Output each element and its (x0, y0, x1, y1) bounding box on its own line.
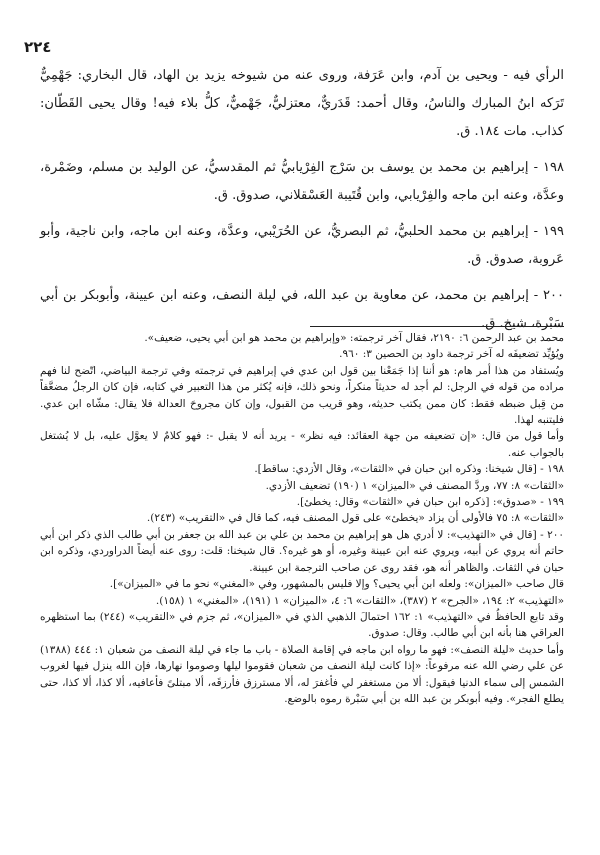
entry-199: ١٩٩ - إبراهيم بن محمد الحلبيُّ، ثم البصريُّ، عن الحُرَيْبي، وعدَّة، وعنه ابن ماجه، وابن ناجية، وأبو عَروبة، صدوق. ق. (40, 224, 564, 267)
page-number: ٢٢٤ (24, 38, 52, 56)
footnote-198: ١٩٨ - [قال شيخنا: وذكره ابن حبان في «الثقات»، وقال الأزدي: ساقط]. (254, 463, 564, 476)
footnote-line: قال صاحب «الميزان»: ولعله ابن أبي يحيى؟ وإلا فليس بالمشهور، وفي «المغني» نحو ما في «الميزان»]. (109, 578, 564, 591)
footnote-line: محمد بن عبد الرحمن ٦: ٢١٩٠، فقال آخر ترجمته: «وإبراهيم بن محمد هو ابن أبي يحيى، ضعيف». (144, 332, 564, 344)
footnote-line: ويُؤيِّد تضعيفَه له آخر ترجمة داود بن الحصين ٣: ٩٦٠. (339, 348, 564, 361)
footnote-line: وأما حديث «ليلة النصف»: فهو ما رواه ابن ماجه في إقامة الصلاة - باب ما جاء في ليلة النصف من شعبان ١: ٤٤٤ (١٣٨٨) عن علي رضي الله عنه مرفوعاً: «إذا كانت ليلة النصف من شعبان فقوموا ليلها وصوموا نهارها، فإن الله ينزل فيها لغروب الشمس إلى سماء الدنيا فيقول: ألا من مستغفر لي فأغفرَ له، ألا مسترزق فأرزقَه، ألا مبتلىً فأعافيه، ألا كذا، ألا كذا، حتى يطلع الفجر». وفيه أبوبكر بن عبد الله بن أبي سَبْرة رموه بالوضع. (40, 643, 564, 705)
main-text (40, 62, 564, 346)
footnote-line: «الثقات» ٨: ٧٥ فالأولى أن يزاد «يخطئ» على قول المصنف فيه، كما قال في «التقريب» (٢٤٣). (146, 512, 564, 525)
entry-200: ٢٠٠ - إبراهيم بن محمد، عن معاوية بن عبد الله، في ليلة النصف، وعنه ابن عيينة، وأبوبكر بن أبي سَبْرة، شيخ. ق. (40, 288, 564, 331)
footnote-200: ٢٠٠ - [قال في «التهذيب»: لا أدري هل هو إبراهيم بن محمد بن علي بن عبد الله بن جعفر بن أبي طالب الذي ذكر ابن أبي حاتم أنه يروي عن أبيه، ويروي عنه ابن عيينة وغيره، أو هو غيره؟. قال شيخنا: قلت: روى عنه أيضاً الدراوردي، وذكره ابن حبان في الثقات. والظاهر أنه هو، فقد روى عن صاحب الترجمة ابن عيينة. (40, 528, 564, 574)
entry-continuation: الرأي فيه - ويحيى بن آدم، وابن عَرَفة، وروى عنه من شيوخه يزيد بن الهاد، قال البخاري: جَهْمِيٌّ تَرَكه ابنُ المبارك والناسُ، وقال أحمد: قَدَريٌّ، معتزليٌّ، جَهْميٌّ، كلُّ بلاء فيه! وقال يحيى القَطّان: كذاب. مات ١٨٤. ق. (40, 68, 564, 139)
entry-198: ١٩٨ - إبراهيم بن محمد بن يوسف بن سَرْج الفِرْيابيُّ ثم المقدسيُّ، عن الوليد بن مسلم، وضَمْرة، وعدَّة، وعنه ابن ماجه والفِرْيابي، وابن قُتَيبة العَسْقلاني، صدوق. ق. (40, 160, 564, 203)
footnote-line: وقد تابع الحافظُ في «التهذيب» ١: ١٦٢ احتمالَ الذهبي الذي في «الميزان»، ثم جزم في «التقريب» (٢٤٤) بما استظهره العراقي هنا بأنه ابن أبي طالب. وقال: صدوق. (40, 610, 564, 640)
footnote-line: «الثقات» ٨: ٧٧، وردَّ المصنف في «الميزان» ١ (١٩٠) تضعيف الأزدي. (265, 479, 564, 492)
footnote-199: ١٩٩ - «صدوق»: [ذكره ابن حبان في «الثقات» وقال: يخطئ]. (296, 496, 564, 509)
footnote-line: ويُستفاد من هذا أمر هام: هو أننا إذا جَمَعْنا بين قول ابن عدي في إبراهيم في ترجمته وفي ترجمة البياضي، اتّضح لنا فهم مراده من قوله في الرجل: لم أجد له حديثاً منكراً، ونحو ذلك، فإنه يُكثر من هذا التعبير في كتابه، فإن كان الرجلُ مضعَّفاً من قِبل ضبطه فقط: كان ممن يكتب حديثه، وهو قريب من القبول، وإن كان مجروحَ العدالة فلا يقال: مشّاه ابن عدي. فليتنبه لهذا. (40, 364, 564, 427)
footnote-line: وأما قول من قال: «إن تضعيفه من جهة العقائد: فيه نظر» - يريد أنه لا يقبل -: فهو كلامٌ لا يعوَّل عليه، بل لا يُشتغل بالجواب عنه. (40, 430, 564, 459)
footnote-line: «التهذيب» ٢: ١٩٤، «الجرح» ٢ (٣٨٧)، «الثقات» ٦: ٤، «الميزان» ١ (١٩١)، «المغني» ١ (١٥٨). (155, 594, 564, 607)
footnote-divider (310, 326, 564, 327)
footnotes (40, 330, 564, 707)
